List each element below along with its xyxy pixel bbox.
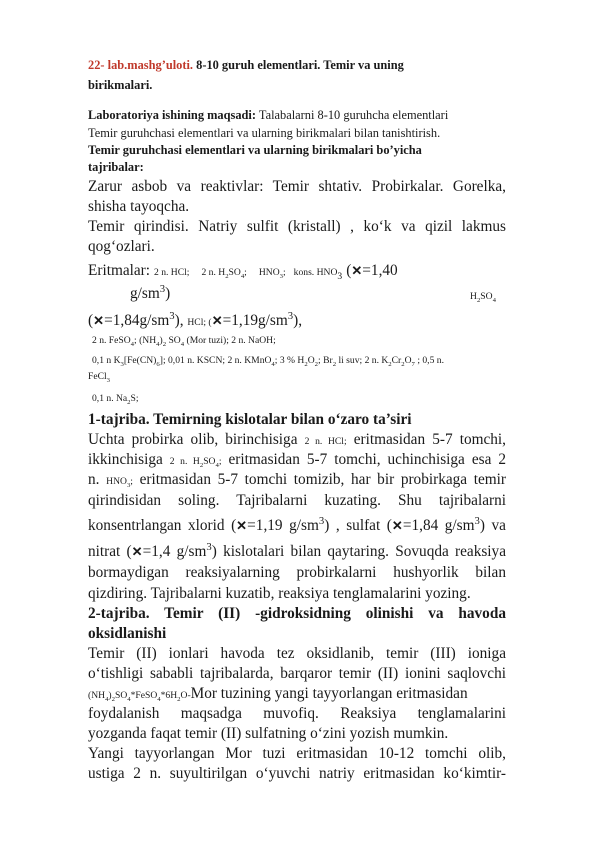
equipment-line4: qog‘ozlari.	[88, 238, 155, 255]
exp2-line5: yozganda faqat temir (II) sulfatning o‘zini yozish mumkin.	[88, 725, 449, 742]
lab-title-line2: birikmalari.	[88, 78, 153, 92]
aim-line1	[88, 108, 506, 123]
reagents-line5: 0,1 n $K_3[Fe(CN)_6]$; 0,01 n. KSCN; 2 n. KMnO$_4$; 3 % $H_2O_2$; $Br_2$ li suv; 2 n. $K_2Cr_2O_7$ ; 0,5 n.	[92, 355, 444, 366]
lab-number: 22-	[88, 58, 105, 72]
aim-text2: Temir guruhchasi elementlari va ularning birikmalari bilan tanishtirish.	[88, 126, 441, 140]
exp1-line3: n. $HNO_3$; eritmasidan 5-7 tomchi tomizib, har bir probirkaga temir	[88, 471, 506, 489]
equipment-line1: Zarur asbob va reaktivlar: Temir shtativ. Probirkalar. Gorelka,	[88, 178, 506, 195]
exp1-line2: ikkinchisiga 2 n. $H_2SO_4$; eritmasidan 5-7 tomchi, uchinchisiga esa 2	[88, 451, 506, 469]
lab-label: lab.mashg’uloti.	[107, 58, 194, 72]
exp2-line1: Temir (II) ionlari havoda tez oksidlanib, temir (III) ioniga	[88, 645, 506, 662]
reagents-line1: Eritmalar: 2 n. HCl; 2 n. $H_2SO_4$; $HNO_3$; kons. $HNO_3$ (✕=1,40	[88, 262, 398, 280]
aim-heading2: tajribalar:	[88, 160, 144, 174]
aim-heading1: Temir guruhchasi elementlari va ularning birikmalari bo’yicha	[88, 143, 422, 157]
exp1-line8: qizdiring. Tajribalarni kuzatib, reaksiya tenglamalarini yozing.	[88, 585, 471, 602]
exp2-line3: $(NH_4)_2SO_4*FeSO_4*6H_2O$-Mor tuzining yangi tayyorlangan eritmasidan	[88, 685, 468, 703]
exp1-line5: konsentrlangan xlorid (✕=1,19 $g/sm^3$) , sulfat (✕=1,84 $g/sm^3$) va	[88, 517, 506, 534]
rho-symbol: ✕	[93, 313, 105, 328]
lab-title-text: 8-10 guruh elementlari. Temir va uning	[196, 58, 404, 72]
reagents-line3: $(✕=1,84g/sm^3)$, HCl; $(✕=1,19g/sm^3)$,	[88, 312, 303, 329]
aim-text1: Talabalarni 8-10 guruhcha elementlari	[258, 108, 449, 122]
equipment-line2: shisha tayoqcha.	[88, 198, 190, 215]
exp2-line4: foydalanish maqsadga muvofiq. Reaksiya tenglamalarini	[88, 705, 506, 722]
rho-symbol: ✕	[391, 518, 403, 533]
exp2-title-line2: oksidlanishi	[88, 625, 167, 642]
aim-label: Laboratoriya ishining maqsadi:	[88, 108, 256, 122]
exp2-line7: ustiga 2 n. suyultirilgan o‘yuvchi natriy eritmasidan ko‘kimtir-	[88, 765, 506, 782]
rho-symbol: ✕	[236, 518, 248, 533]
rho-symbol: ✕	[211, 313, 223, 328]
exp2-line2: o‘tishligi sababli tajribalarda, barqaror temir (II) ionini saqlovchi	[88, 665, 506, 682]
exp1-line4: qirindisidan soling. Tajribalarni kuzating. Shu tajribalarni	[88, 492, 506, 509]
reagents-label: Eritmalar:	[88, 262, 151, 279]
reagents-line7: 0,1 n. $Na_2S$;	[92, 393, 139, 404]
exp2-title-line1: 2-tajriba. Temir (II) -gidroksidning olinishi va havoda	[88, 605, 506, 622]
exp2-line6: Yangi tayyorlangan Mor tuzi eritmasidan 10-12 tomchi olib,	[88, 745, 506, 762]
lab-title	[88, 58, 506, 73]
equipment-line3: Temir qirindisi. Natriy sulfit (kristall) , ko‘k va qizil lakmus	[88, 218, 506, 235]
rho-symbol: ✕	[351, 263, 363, 278]
exp1-title: 1-tajriba. Temirning kislotalar bilan o‘zaro ta’siri	[88, 411, 412, 428]
reagents-line6: FeCl$_3$	[88, 371, 111, 382]
exp1-line1: Uchta probirka olib, birinchisiga 2 n. HCl; eritmasidan 5-7 tomchi,	[88, 431, 506, 448]
reagents-line2: $g/sm^3$) $H_2SO_4$	[130, 285, 496, 303]
exp1-line7: bormaydigan reaksiyalarning probirkalarni hushyorlik bilan	[88, 564, 506, 581]
reagents-line4: 2 n. FeSO$_4$; $(NH_4)_2$ $SO_4$ (Mor tuzi); 2 n. NaOH;	[92, 335, 276, 346]
exp1-line6: nitrat (✕=1,4 $g/sm^3$) kislotalari bilan qaytaring. Sovuqda reaksiya	[88, 543, 506, 560]
rho-symbol: ✕	[131, 544, 143, 559]
